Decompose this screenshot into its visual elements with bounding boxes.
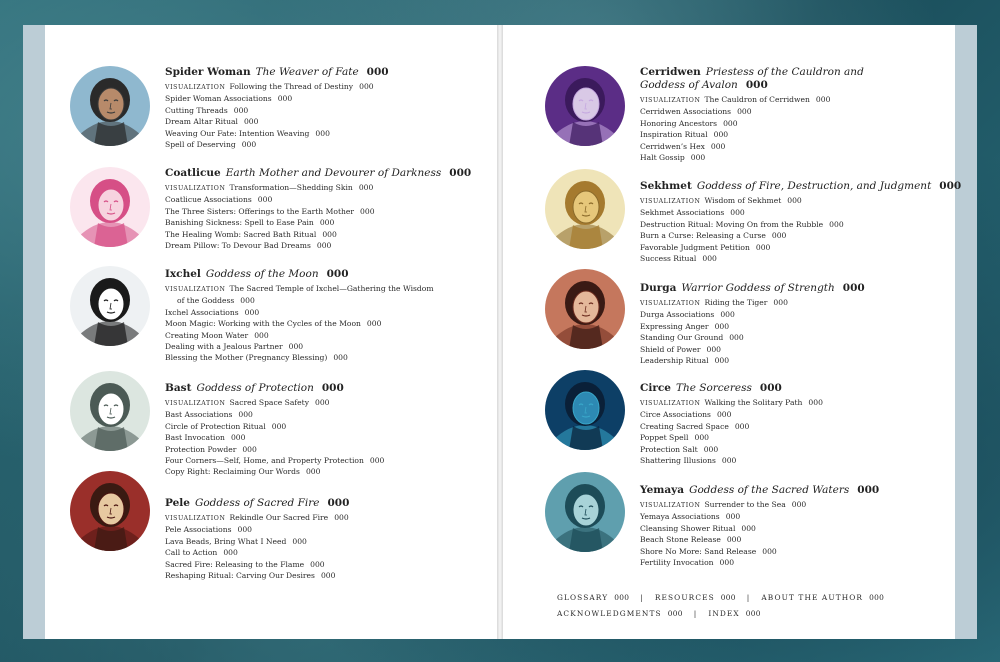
toc-item[interactable] xyxy=(165,330,465,341)
goddess-name: Bast xyxy=(165,382,192,394)
goddess-epithet: The Weaver of Fate xyxy=(255,66,359,78)
toc-item[interactable] xyxy=(640,118,940,129)
toc-item-title: Lava Beads, Bring What I Need xyxy=(165,536,287,546)
toc-entry-text xyxy=(165,66,465,150)
toc-item[interactable] xyxy=(165,318,465,329)
visualization-label: VISUALIZATION xyxy=(165,185,226,192)
page-number: 000 xyxy=(277,94,293,104)
page-number: 000 xyxy=(322,229,337,239)
goddess-name: Yemaya xyxy=(640,484,685,496)
page-number: 000 xyxy=(829,219,844,229)
visualization-item[interactable] xyxy=(165,512,465,524)
page-number: 000 xyxy=(773,298,788,307)
toc-item-title: Spell of Deserving xyxy=(165,140,236,150)
toc-item-title: Standing Our Ground xyxy=(640,333,724,343)
page-number: 000 xyxy=(315,398,330,407)
toc-item-title: Blessing the Mother (Pregnancy Blessing) xyxy=(165,353,328,363)
toc-item[interactable] xyxy=(640,242,940,253)
separator: | xyxy=(746,593,751,602)
separator: | xyxy=(693,609,698,618)
toc-item-title: Favorable Judgment Petition xyxy=(640,242,750,252)
goddess-name: Durga xyxy=(640,282,677,294)
page-number: 000 xyxy=(334,513,349,522)
toc-item-title: Coatlicue Associations xyxy=(165,195,252,205)
goddess-name: Ixchel xyxy=(165,268,201,280)
chapter-heading[interactable] xyxy=(165,167,472,180)
goddess-epithet: Goddess of Protection xyxy=(196,382,314,394)
toc-item[interactable] xyxy=(640,409,940,420)
toc-item-title: Yemaya Associations xyxy=(640,512,720,522)
page-number: 000 xyxy=(791,500,807,509)
toc-item-title: Sekhmet Associations xyxy=(640,208,725,218)
visualization-label: VISUALIZATION xyxy=(640,400,701,407)
toc-item-title: Cleansing Shower Ritual xyxy=(640,523,736,533)
toc-entry-text xyxy=(640,382,940,466)
cerridwen-portrait xyxy=(545,66,625,146)
toc-item[interactable] xyxy=(165,570,465,581)
page-number: 000 xyxy=(237,525,252,535)
toc-item-title: Pele Associations xyxy=(165,525,232,535)
toc-item[interactable] xyxy=(165,206,465,217)
page-number: 000 xyxy=(857,484,880,496)
page-number: 000 xyxy=(327,497,350,509)
toc-item[interactable] xyxy=(165,444,465,455)
visualization-label: VISUALIZATION xyxy=(165,84,226,91)
toc-item-title: Dream Pillow: To Devour Bad Dreams xyxy=(165,241,311,251)
goddess-name: Spider Woman xyxy=(165,66,251,78)
visualization-title: Sacred Space Safety xyxy=(229,398,309,407)
visualization-item[interactable] xyxy=(640,94,940,106)
page-number: 000 xyxy=(305,467,321,477)
toc-item[interactable] xyxy=(640,207,940,218)
toc-entry-text xyxy=(640,282,940,366)
toc-item[interactable] xyxy=(165,307,465,318)
visualization-title: Rekindle Our Sacred Fire xyxy=(229,513,329,522)
page-number: 000 xyxy=(762,546,777,556)
page-number: 000 xyxy=(240,296,255,306)
back-matter-row-2 xyxy=(557,609,761,618)
ixchel-portrait xyxy=(70,266,150,346)
goddess-epithet: Goddess of Fire, Destruction, and Judgment xyxy=(696,180,932,192)
toc-link-acknowledgments[interactable]: ACKNOWLEDGMENTS 000 xyxy=(557,609,683,618)
page-number: 000 xyxy=(369,456,385,466)
chapter-heading[interactable] xyxy=(640,282,940,295)
chapter-heading[interactable] xyxy=(165,497,465,510)
goddess-name: Sekhmet xyxy=(640,180,692,192)
toc-item-title: Weaving Our Fate: Intention Weaving xyxy=(165,128,310,138)
visualization-title: Riding the Tiger xyxy=(704,298,768,307)
page-number: 000 xyxy=(288,342,304,352)
toc-item-title: Copy Right: Reclaiming Our Words xyxy=(165,467,300,477)
page-number: 000 xyxy=(787,196,802,205)
page-number: 000 xyxy=(745,79,768,91)
visualization-item[interactable] xyxy=(640,499,940,511)
page-number: 000 xyxy=(737,107,752,117)
visualization-title: Transformation—Shedding Skin xyxy=(229,183,353,192)
toc-item-title: Four Corners—Self, Home, and Property Protection xyxy=(165,456,364,466)
spider-woman-portrait xyxy=(70,66,150,146)
page-number: 000 xyxy=(449,167,472,179)
toc-entry-text xyxy=(640,180,962,264)
toc-item[interactable] xyxy=(640,321,940,332)
page-number: 000 xyxy=(725,512,741,522)
goddess-name: Pele xyxy=(165,497,190,509)
page-number: 000 xyxy=(730,208,745,218)
visualization-item[interactable] xyxy=(165,397,465,409)
toc-item[interactable] xyxy=(640,230,940,241)
page-number: 000 xyxy=(716,410,732,420)
page-number: 000 xyxy=(320,571,336,581)
toc-item[interactable] xyxy=(165,352,465,363)
toc-item[interactable] xyxy=(165,432,465,443)
page-number: 000 xyxy=(771,231,787,241)
page-number: 000 xyxy=(703,444,719,454)
visualization-title: Walking the Solitary Path xyxy=(704,398,803,407)
goddess-epithet: Priestess of the Cauldron and Goddess of Avalon xyxy=(640,66,864,91)
toc-entry-text xyxy=(165,268,465,364)
toc-item[interactable] xyxy=(165,536,465,547)
toc-link-about-the-author[interactable]: ABOUT THE AUTHOR 000 xyxy=(761,593,885,602)
toc-entry-text xyxy=(640,484,940,568)
toc-item[interactable] xyxy=(640,432,940,443)
yemaya-portrait xyxy=(545,472,625,552)
visualization-title: Wisdom of Sekhmet xyxy=(704,196,782,205)
page-number: 000 xyxy=(706,344,722,354)
goddess-epithet: The Sorceress xyxy=(675,382,752,394)
page-number: 000 xyxy=(710,141,726,151)
toc-item-title: Reshaping Ritual: Carving Our Desires xyxy=(165,571,315,581)
toc-item-title: Cerridwen’s Hex xyxy=(640,141,705,151)
toc-item[interactable] xyxy=(640,129,940,140)
page-number: 000 xyxy=(366,319,382,329)
page-number: 000 xyxy=(333,353,348,363)
toc-entry-text xyxy=(165,167,472,251)
toc-item-title: Poppet Spell xyxy=(640,433,689,443)
toc-item[interactable] xyxy=(165,116,465,127)
page-number: 000 xyxy=(755,242,771,252)
page-number: 000 xyxy=(242,444,257,454)
toc-item[interactable] xyxy=(165,409,465,420)
toc-item-title: Circle of Protection Ritual xyxy=(165,421,266,431)
toc-entry-text xyxy=(640,66,940,163)
toc-item-title: Call to Action xyxy=(165,548,218,558)
toc-item-title: Success Ritual xyxy=(640,254,697,264)
bast-portrait xyxy=(70,371,150,451)
page-number: 000 xyxy=(292,536,307,546)
toc-item-title: Spider Woman Associations xyxy=(165,94,272,104)
toc-item-title: Creating Sacred Space xyxy=(640,421,729,431)
page-number: 000 xyxy=(734,421,750,431)
toc-item[interactable] xyxy=(165,229,465,240)
chapter-heading[interactable] xyxy=(640,66,870,92)
visualization-label: VISUALIZATION xyxy=(640,300,701,307)
toc-item[interactable] xyxy=(640,421,940,432)
page-number: 000 xyxy=(254,330,269,340)
toc-item[interactable] xyxy=(640,309,940,320)
page-number: 000 xyxy=(721,456,737,466)
toc-item[interactable] xyxy=(165,139,465,150)
circe-portrait xyxy=(545,370,625,450)
visualization-label: VISUALIZATION xyxy=(165,515,226,522)
page-number: 000 xyxy=(713,130,729,140)
visualization-label: VISUALIZATION xyxy=(165,400,226,407)
toc-item-title: Inspiration Ritual xyxy=(640,130,708,140)
goddess-epithet: Goddess of Sacred Fire xyxy=(194,497,320,509)
goddess-epithet: Warrior Goddess of Strength xyxy=(681,282,835,294)
toc-item-title: Shield of Power xyxy=(640,344,701,354)
toc-item[interactable] xyxy=(165,547,465,558)
toc-item[interactable] xyxy=(165,105,465,116)
toc-item-title: Dealing with a Jealous Partner xyxy=(165,342,283,352)
page-number: 000 xyxy=(319,218,335,228)
page-number: 000 xyxy=(702,254,717,264)
separator: | xyxy=(640,593,644,602)
toc-item[interactable] xyxy=(165,421,465,432)
page-number: 000 xyxy=(257,195,273,205)
toc-item[interactable] xyxy=(640,511,940,522)
toc-item-title: Halt Gossip xyxy=(640,153,685,163)
page-number: 000 xyxy=(321,382,344,394)
toc-link-glossary[interactable]: GLOSSARY 000 xyxy=(557,593,630,602)
goddess-name: Cerridwen xyxy=(640,66,701,78)
goddess-name: Coatlicue xyxy=(165,167,221,179)
visualization-title: Surrender to the Sea xyxy=(704,500,786,509)
chapter-heading[interactable] xyxy=(640,382,940,395)
toc-item-title: Cerridwen Associations xyxy=(640,107,732,117)
toc-item[interactable] xyxy=(640,253,940,264)
page-number: 000 xyxy=(316,241,332,251)
page-number: 000 xyxy=(244,307,260,317)
page-number: 000 xyxy=(723,118,738,128)
page-number: 000 xyxy=(230,433,246,443)
toc-item[interactable] xyxy=(640,534,940,545)
toc-item[interactable] xyxy=(640,455,940,466)
visualization-item[interactable] xyxy=(165,81,465,93)
toc-item[interactable] xyxy=(165,559,465,570)
toc-item[interactable] xyxy=(640,344,940,355)
toc-item[interactable] xyxy=(640,141,940,152)
toc-item-title: Creating Moon Water xyxy=(165,330,249,340)
toc-item[interactable] xyxy=(640,219,940,230)
visualization-item[interactable] xyxy=(640,297,940,309)
page-number: 000 xyxy=(741,523,756,533)
back-matter-row-1 xyxy=(557,593,884,602)
toc-item-title: Honoring Ancestors xyxy=(640,118,718,128)
chapter-heading[interactable] xyxy=(640,180,962,193)
page-number: 000 xyxy=(326,268,349,280)
toc-item-title: Bast Invocation xyxy=(165,433,225,443)
visualization-label: VISUALIZATION xyxy=(640,502,701,509)
coatlicue-portrait xyxy=(70,167,150,247)
toc-item[interactable] xyxy=(165,217,465,228)
toc-item[interactable] xyxy=(640,152,940,163)
page-number: 000 xyxy=(223,548,238,558)
toc-item-title: Fertility Invocation xyxy=(640,558,714,568)
visualization-title: Following the Thread of Destiny xyxy=(229,82,354,91)
page-number: 000 xyxy=(842,282,865,294)
toc-entry-text xyxy=(165,497,465,581)
toc-item[interactable] xyxy=(165,93,465,104)
page-number: 000 xyxy=(939,180,962,192)
page-number: 000 xyxy=(360,206,375,216)
toc-item-title: Expressing Anger xyxy=(640,321,709,331)
toc-item-title: Leadership Ritual xyxy=(640,356,709,366)
toc-item-title: The Three Sisters: Offerings to the Earth Mother xyxy=(165,206,355,216)
pele-portrait xyxy=(70,471,150,551)
toc-item-title: Burn a Curse: Releasing a Curse xyxy=(640,231,766,241)
page-number: 000 xyxy=(359,82,374,91)
goddess-epithet: Goddess of the Moon xyxy=(205,268,319,280)
page-number: 000 xyxy=(720,310,735,320)
page-number: 000 xyxy=(366,66,389,78)
page-number: 000 xyxy=(714,321,730,331)
page-number: 000 xyxy=(271,421,287,431)
visualization-item[interactable] xyxy=(640,397,940,409)
toc-item-title: Moon Magic: Working with the Cycles of the Moon xyxy=(165,319,361,329)
page-number: 000 xyxy=(690,153,706,163)
toc-item-title: Banishing Sickness: Spell to Ease Pain xyxy=(165,218,314,228)
toc-item-title: Shore No More: Sand Release xyxy=(640,546,757,556)
book-gutter xyxy=(497,25,503,639)
page-number: 000 xyxy=(815,95,831,104)
goddess-name: Circe xyxy=(640,382,671,394)
goddess-epithet: Goddess of the Sacred Waters xyxy=(689,484,850,496)
toc-item[interactable] xyxy=(165,240,465,251)
toc-item[interactable] xyxy=(165,466,465,477)
toc-item-title: Protection Powder xyxy=(165,444,237,454)
visualization-item[interactable] xyxy=(165,283,455,307)
durga-portrait xyxy=(545,269,625,349)
toc-link-resources[interactable]: RESOURCES 000 xyxy=(654,593,736,602)
visualization-item[interactable] xyxy=(640,195,940,207)
page-number: 000 xyxy=(315,128,330,138)
visualization-title-continued: of the Goddess xyxy=(177,296,235,306)
toc-item-title: Ixchel Associations xyxy=(165,307,239,317)
page-number: 000 xyxy=(241,140,257,150)
visualization-title: The Cauldron of Cerridwen xyxy=(704,95,810,104)
chapter-heading[interactable] xyxy=(165,382,465,395)
toc-item-title: Beach Stone Release xyxy=(640,535,721,545)
toc-item[interactable] xyxy=(640,523,940,534)
visualization-label: VISUALIZATION xyxy=(640,97,701,104)
toc-item[interactable] xyxy=(640,106,940,117)
toc-item-title: The Healing Womb: Sacred Bath Ritual xyxy=(165,229,317,239)
visualization-item[interactable] xyxy=(165,182,465,194)
page-number: 000 xyxy=(759,382,782,394)
visualization-label: VISUALIZATION xyxy=(165,286,226,293)
toc-item-title: Dream Altar Ritual xyxy=(165,117,238,127)
chapter-heading[interactable] xyxy=(165,268,465,281)
page-number: 000 xyxy=(808,398,823,407)
toc-item-title: Cutting Threads xyxy=(165,105,228,115)
toc-item[interactable] xyxy=(165,524,465,535)
toc-item-title: Shattering Illusions xyxy=(640,456,716,466)
visualization-label: VISUALIZATION xyxy=(640,198,701,205)
page-number: 000 xyxy=(233,105,249,115)
toc-item[interactable] xyxy=(165,194,465,205)
toc-item-title: Protection Salt xyxy=(640,444,698,454)
sekhmet-portrait xyxy=(545,169,625,249)
visualization-title: The Sacred Temple of Ixchel—Gathering the Wisdom xyxy=(229,284,434,293)
toc-item-title: Circe Associations xyxy=(640,410,711,420)
toc-entry-text xyxy=(165,382,465,478)
page-number: 000 xyxy=(358,183,374,192)
toc-item[interactable] xyxy=(640,332,940,343)
toc-link-index[interactable]: INDEX 000 xyxy=(708,609,761,618)
chapter-heading[interactable] xyxy=(165,66,465,79)
goddess-epithet: Earth Mother and Devourer of Darkness xyxy=(225,167,442,179)
toc-item-title: Destruction Ritual: Moving On from the Rubble xyxy=(640,219,824,229)
page-number: 000 xyxy=(714,356,730,366)
toc-item[interactable] xyxy=(165,341,465,352)
page-number: 000 xyxy=(719,558,735,568)
toc-item-title: Bast Associations xyxy=(165,410,233,420)
page-number: 000 xyxy=(310,559,325,569)
page-number: 000 xyxy=(243,117,259,127)
toc-item[interactable] xyxy=(640,444,940,455)
page-number: 000 xyxy=(726,535,742,545)
toc-item[interactable] xyxy=(165,455,465,466)
toc-item[interactable] xyxy=(640,557,940,568)
toc-item[interactable] xyxy=(640,546,940,557)
page-number: 000 xyxy=(729,333,744,343)
page-number: 000 xyxy=(238,410,253,420)
chapter-heading[interactable] xyxy=(640,484,940,497)
toc-item[interactable] xyxy=(640,355,940,366)
toc-item-title: Durga Associations xyxy=(640,310,715,320)
toc-item[interactable] xyxy=(165,128,465,139)
page-number: 000 xyxy=(694,433,709,443)
toc-item-title: Sacred Fire: Releasing to the Flame xyxy=(165,559,305,569)
